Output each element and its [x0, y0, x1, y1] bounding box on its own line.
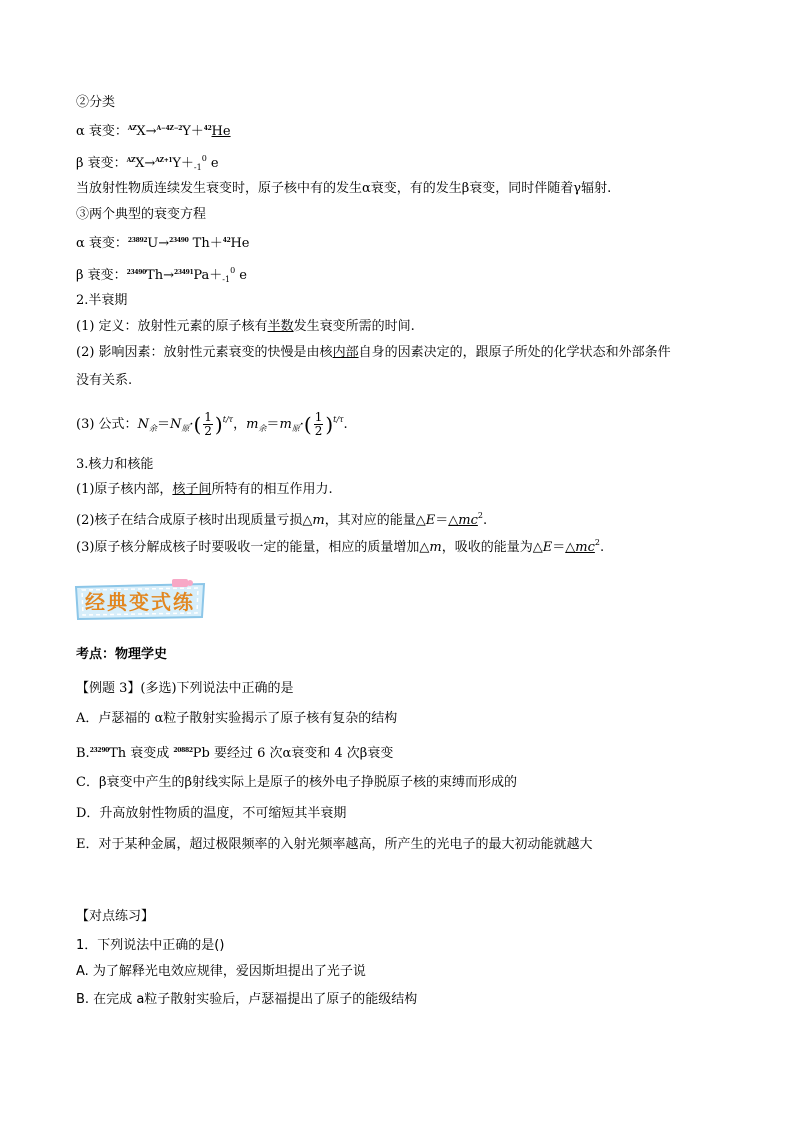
practice-heading: 【对点练习】 [76, 909, 155, 924]
practice-option-a: A. 为了解释光电效应规律，爱因斯坦提出了光子说 [76, 964, 366, 979]
half-life-definition: (1) 定义：放射性元素的原子核有半数发生衰变所需的时间. [76, 319, 415, 334]
option-d: D．升高放射性物质的温度，不可缩短其半衰期 [76, 806, 347, 821]
practice-option-b: B. 在完成 a粒子散射实验后，卢瑟福提出了原子的能级结构 [76, 992, 418, 1007]
nuclear-force-item-3: (3)原子核分解成核子时要吸收一定的能量，相应的质量增加△m，吸收的能量为$\triangle E=\triangle mc^2$. [76, 538, 605, 555]
half-life-factors: (2) 影响因素：放射性元素衰变的快慢是由核内部自身的因素决定的，跟原子所处的化学状态和外部条件 [76, 345, 671, 360]
example-3-question: 【例题 3】(多选)下列说法中正确的是 [76, 681, 294, 696]
nuclear-force-item-2: (2)核子在结合成原子核时出现质量亏损△m，其对应的能量$\triangle E=\triangle mc^2$. [76, 511, 488, 528]
practice-question-1: 1．下列说法中正确的是() [76, 938, 225, 953]
beta-decay-general: β 衰变：$^{AZ}X\to^{AZ+1}Y+_{-1}^0$ e [76, 154, 219, 172]
banner-ribbon [172, 579, 188, 587]
typical-equations-heading: ③两个典型的衰变方程 [76, 207, 207, 222]
banner-ribbon-dot [187, 580, 193, 586]
option-c: C．β衰变中产生的β射线实际上是原子的核外电子挣脱原子核的束缚而形成的 [76, 775, 517, 790]
alpha-decay-general: α 衰变：$^{AZ}$X→$^{A-4Z-2}$Y＋$^{42}$He [76, 124, 231, 139]
beta-decay-example: β 衰变：$^{23490}Th\to^{23491}Pa+_{-1}^0$ e [76, 266, 247, 284]
half-life-formula: (3) 公式：$N_余=N_原\cdot$( $\frac{1}{2}$ )$^{t/\tau}$，$m_余=m_原\cdot$( $\frac{1}{2}$ )$^{t/\tau}$. [76, 410, 348, 438]
option-a: A．卢瑟福的 α粒子散射实验揭示了原子核有复杂的结构 [76, 711, 398, 726]
half-life-factors-cont: 没有关系. [76, 373, 133, 388]
nuclear-force-item-1: (1)原子核内部，核子间所特有的相互作用力. [76, 482, 333, 497]
alpha-decay-example: α 衰变：$^{23892}$U→$^{23490}$ Th＋$^{42}$He [76, 236, 250, 251]
nuclear-force-heading: 3.核力和核能 [76, 457, 154, 472]
decay-classification-heading: ②分类 [76, 95, 116, 110]
half-life-heading: 2.半衰期 [76, 293, 128, 308]
section-banner-text: 经典变式练 [85, 590, 195, 614]
decay-chain-note: 当放射性物质连续发生衰变时，原子核中有的发生α衰变，有的发生β衰变，同时伴随着γ辐射. [76, 181, 612, 196]
option-e: E．对于某种金属，超过极限频率的入射光频率越高，所产生的光电子的最大初动能就越大 [76, 837, 593, 852]
topic-label: 考点：物理学史 [76, 647, 168, 662]
section-banner [72, 579, 208, 621]
option-b: B.$^{23290}$Th 衰变成 $^{20882}$Pb 要经过 6 次α衰变和 4 次β衰变 [76, 746, 394, 761]
